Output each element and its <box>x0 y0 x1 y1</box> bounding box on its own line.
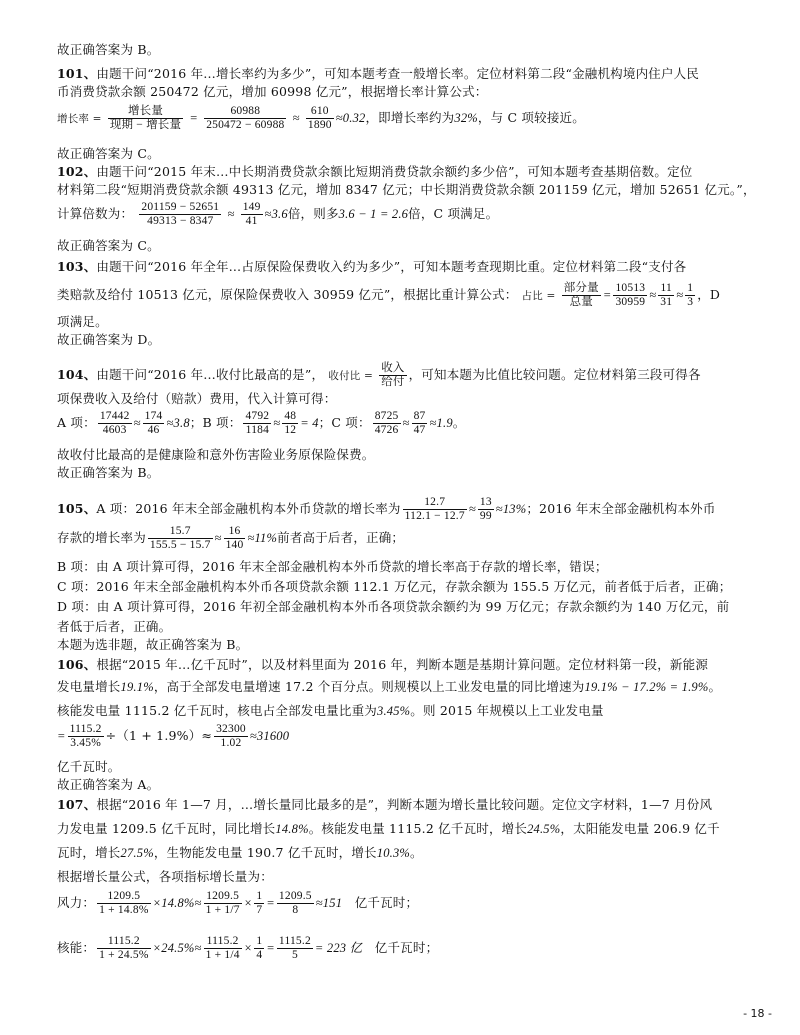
q104-line-2: 项保费收入及给付（赔款）费用，代入计算可得： <box>57 391 337 406</box>
fraction: $\frac{48}{12}$ <box>284 410 297 436</box>
q105-line-3: B 项：由 A 项计算可得，2016 年末全部金融机构本外币贷款的增长率高于存款的增长率，错误； <box>57 559 608 574</box>
q107-line-1: 107、根据“2016 年 1—7 月，…增长量同比最多的是”，判断本题为增长量比较问题。定位文字材料，1—7 月份风 <box>57 797 713 812</box>
q104-answer: 故正确答案为 B。 <box>57 465 160 480</box>
q107-line-4: 根据增长量公式，各项指标增长量为： <box>57 869 273 884</box>
q101-line-1: 101、由题干问“2016 年…增长率约为多少”，可知本题考查一般增长率。定位材料第二段“金融机构境内住户人民 <box>57 66 700 81</box>
q106-unit: 亿千瓦时。 <box>57 759 121 774</box>
fraction: $\frac{12.7}{112.1 - 12.7}$ <box>404 496 465 522</box>
fraction: $\frac{11}{31}$ <box>660 282 673 308</box>
q107-line-3: 瓦时，增长27.5%，生物能发电量 190.7 亿千瓦时，增长10.3%。 <box>57 845 423 860</box>
fraction: $\frac{16}{140}$ <box>225 525 244 551</box>
q105-line-6: 者低于后者，正确。 <box>57 619 172 634</box>
fraction: $\frac{1}{3}$ <box>687 282 694 308</box>
fraction: $\frac{32300}{1.02}$ <box>216 723 246 749</box>
fraction: $\frac{1209.5}{8}$ <box>278 890 312 916</box>
q103-line-3: 项满足。 <box>57 314 108 329</box>
page-number: - 18 - <box>743 1007 772 1020</box>
fraction: $\frac{\text{收入}}{\text{给付}}$ <box>381 362 405 388</box>
q105-line-1: 105、A 项：2016 年末全部金融机构本外币贷款的增长率为 $\frac{12.7}{112.1 - 12.7}$ ≈ $\frac{13}{99}$ ≈13%；2016 年末全部金融机构本外币 <box>57 496 716 522</box>
fraction: $\frac{610}{1890}$ <box>307 105 332 131</box>
q103-line-1: 103、由题干问“2016 年全年…占原保险保费收入约为多少”，可知本题考查现期比重。定位材料第二段“支付各 <box>57 259 687 274</box>
fraction: $\frac{1115.2}{5}$ <box>278 935 311 961</box>
fraction: $\frac{1115.2}{1 + 24.5\%}$ <box>99 935 149 961</box>
q105-line-4: C 项：2016 年末全部金融机构本外币各项贷款余额 112.1 万亿元，存款余额为 155.5 万亿元，前者低于后者，正确； <box>57 579 732 594</box>
q106-line-1: 106、根据“2015 年…亿千瓦时”，以及材料里面为 2016 年，判断本题是基期计算问题。定位材料第一段，新能源 <box>57 657 709 672</box>
fraction: $\frac{1209.5}{1 + 1/7}$ <box>205 890 240 916</box>
q104-line-3: 故收付比最高的是健康险和意外伤害险业务原保险保费。 <box>57 447 375 462</box>
q104-line-1: 104、由题干问“2016 年…收付比最高的是”， 收付比 = $\frac{\text{收入}}{\text{给付}}$ ，可知本题为比值比较问题。定位材料第三段可得各 <box>57 362 701 388</box>
q101-answer: 故正确答案为 C。 <box>57 146 160 161</box>
q101-line-2: 币消费贷款余额 250472 亿元，增加 60998 亿元”，根据增长率计算公式： <box>57 84 488 99</box>
fraction: $\frac{1115.2}{1 + 1/4}$ <box>205 935 240 961</box>
q103-answer: 故正确答案为 D。 <box>57 332 161 347</box>
fraction: $\frac{\text{增长量}}{\text{现期 − 增长量}}$ <box>109 105 182 131</box>
fraction: $\frac{4792}{1184}$ <box>245 410 270 436</box>
fraction: $\frac{8725}{4726}$ <box>374 410 399 436</box>
q105-line-2: 存款的增长率为 $\frac{15.7}{155.5 - 15.7}$ ≈ $\frac{16}{140}$ ≈11%前者高于后者，正确； <box>57 525 405 551</box>
fraction: $\frac{17442}{4603}$ <box>99 410 130 436</box>
q102-line-2: 材料第二段“短期消费贷款余额 49313 亿元，增加 8347 亿元；中长期消费贷款余额 201159 亿元，增加 52651 亿元。”， <box>57 182 756 197</box>
fraction: $\frac{174}{46}$ <box>144 410 163 436</box>
q101-formula: 增长率 = $\frac{\text{增长量}}{\text{现期 − 增长量}}$ = $\frac{60988}{250472 - 60988}$ ≈ $\frac{610}{1890}$ ≈0.32，即增长率约为32%，与 C 项较接近。 <box>57 105 585 131</box>
fraction: $\frac{87}{47}$ <box>413 410 426 436</box>
answer-line: 故正确答案为 B。 <box>57 42 160 57</box>
fraction: $\frac{1209.5}{1 + 14.8\%}$ <box>99 890 149 916</box>
q107-line-2: 力发电量 1209.5 亿千瓦时，同比增长14.8%。核能发电量 1115.2 亿千瓦时，增长24.5%，太阳能发电量 206.9 亿千 <box>57 821 720 836</box>
q106-formula: = $\frac{1115.2}{3.45\%}$ ÷（1 + 1.9%）≈ $\frac{32300}{1.02}$ ≈31600 <box>57 723 290 749</box>
q102-formula: 计算倍数为： $\frac{201159 - 52651}{49313 - 8347}$ ≈ $\frac{149}{41}$ ≈3.6倍，则多3.6 − 1 = 2.6倍，C 项满足。 <box>57 201 499 227</box>
q102-answer: 故正确答案为 C。 <box>57 238 160 253</box>
q103-line-2: 类赔款及给付 10513 亿元，原保险保费收入 30959 亿元”，根据比重计算公式： 占比 = $\frac{\text{部分量}}{\text{总量}}$ = $\frac{10513}{30959}$ ≈ $\frac{11}{31}$ ≈ $\frac{1}{3}$ ，D <box>57 282 721 308</box>
q105-line-5: D 项：由 A 项计算可得，2016 年初全部金融机构本外币各项贷款余额约为 99 万亿元；存款余额约为 140 万亿元，前 <box>57 599 730 614</box>
q105-line-7: 本题为选非题，故正确答案为 B。 <box>57 637 249 652</box>
fraction: $\frac{13}{99}$ <box>479 496 492 522</box>
q104-formula: A 项： $\frac{17442}{4603}$ ≈ $\frac{174}{46}$ ≈3.8；B 项： $\frac{4792}{1184}$ ≈ $\frac{48}{12}$ = 4；C 项： $\frac{8725}{4726}$ ≈ $\frac{87}{47}$ ≈1.9。 <box>57 410 466 436</box>
fraction: $\frac{1}{7}$ <box>256 890 263 916</box>
fraction: $\frac{10513}{30959}$ <box>615 282 646 308</box>
q106-line-3: 核能发电量 1115.2 亿千瓦时，核电占全部发电量比重为3.45%。则 2015 年规模以上工业发电量 <box>57 703 604 718</box>
q106-answer: 故正确答案为 A。 <box>57 777 160 792</box>
q107-formula-nuclear: 核能： $\frac{1115.2}{1 + 24.5\%}$ ×24.5%≈ $\frac{1115.2}{1 + 1/4}$ × $\frac{1}{4}$ = $\frac{1115.2}{5}$ = 223 亿 亿千瓦时； <box>57 935 439 961</box>
q107-formula-wind: 风力： $\frac{1209.5}{1 + 14.8\%}$ ×14.8%≈ $\frac{1209.5}{1 + 1/7}$ × $\frac{1}{7}$ = $\frac{1209.5}{8}$ ≈151 亿千瓦时； <box>57 890 419 916</box>
fraction: $\frac{60988}{250472 - 60988}$ <box>206 105 285 131</box>
q106-line-2: 发电量增长19.1%，高于全部发电量增速 17.2 个百分点。则规模以上工业发电量的同比增速为19.1% − 17.2% = 1.9%。 <box>57 679 722 694</box>
fraction: $\frac{\text{部分量}}{\text{总量}}$ <box>563 282 599 308</box>
fraction: $\frac{15.7}{155.5 - 15.7}$ <box>149 525 211 551</box>
fraction: $\frac{149}{41}$ <box>242 201 261 227</box>
q102-line-1: 102、由题干问“2015 年末…中长期消费贷款余额比短期消费贷款余额约多少倍”，可知本题考查基期倍数。定位 <box>57 164 693 179</box>
fraction: $\frac{1115.2}{3.45\%}$ <box>69 723 102 749</box>
fraction: $\frac{201159 - 52651}{49313 - 8347}$ <box>141 201 220 227</box>
fraction: $\frac{1}{4}$ <box>256 935 263 961</box>
